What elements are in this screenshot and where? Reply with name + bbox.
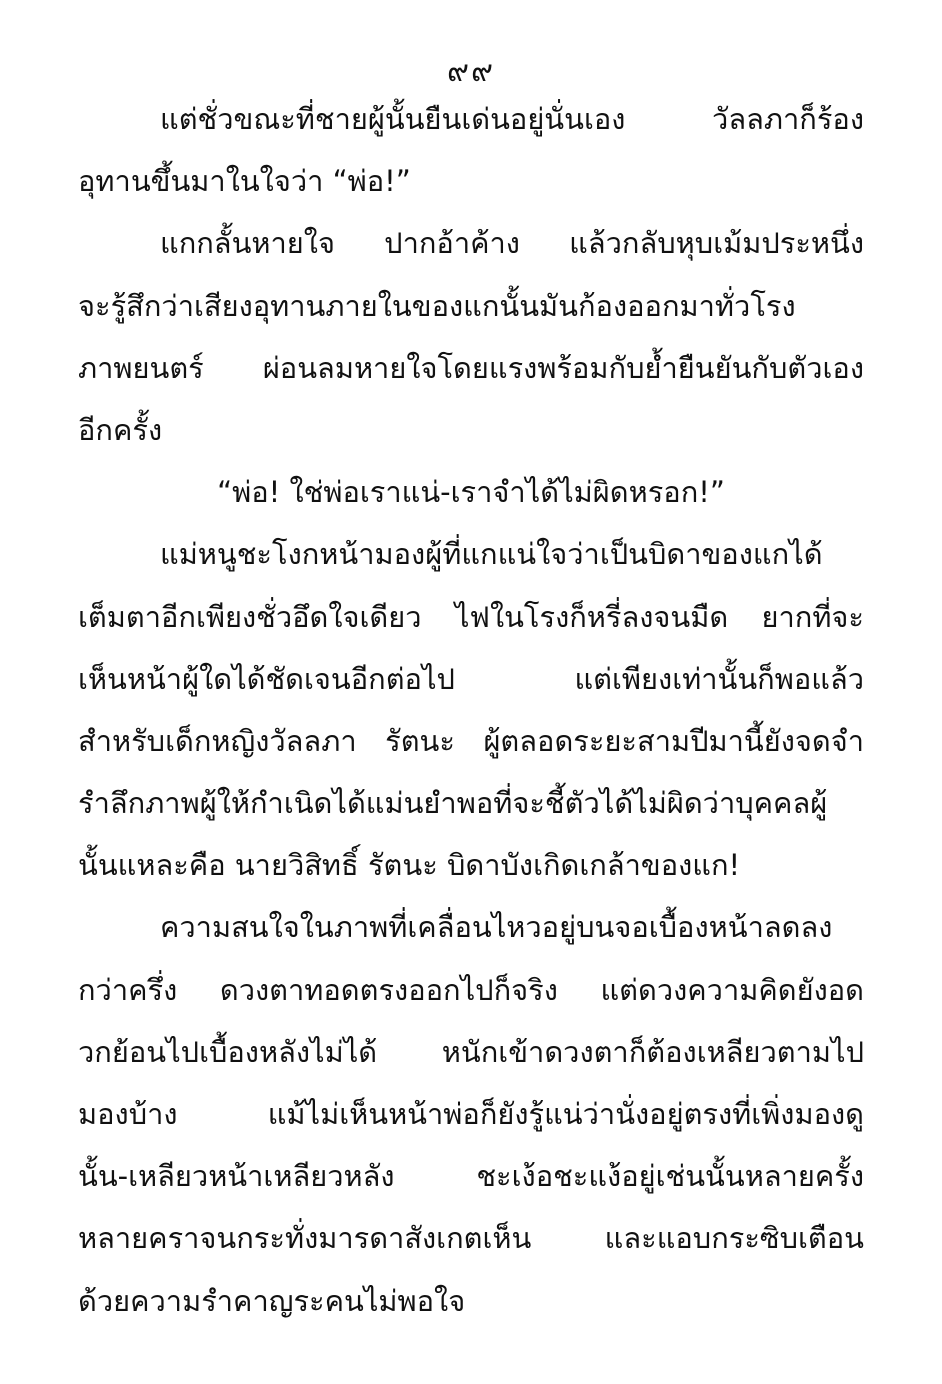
text-line: แกกลั้นหายใจ ปากอ้าค้าง แล้วกลับหุบเม้มประหนึ่ง (160, 226, 864, 261)
text-line: กว่าครึ่ง ดวงตาทอดตรงออกไปก็จริง แต่ดวงความคิดยังอด (78, 972, 864, 1007)
text-line: นั้น-เหลียวหน้าเหลียวหลัง ชะเง้อชะแง้อยู่เช่นนั้นหลายครั้ง (78, 1159, 864, 1194)
text-line: ด้วยความรำคาญระคนไม่พอใจ (78, 1283, 466, 1318)
text-line: นั้นแหละคือ นายวิสิทธิ์ รัตนะ บิดาบังเกิดเกล้าของแก! (78, 848, 741, 883)
text-line: เต็มตาอีกเพียงชั่วอึดใจเดียว ไฟในโรงก็หรี่ลงจนมืด ยากที่จะ (78, 599, 864, 634)
text-line: วกย้อนไปเบื้องหลังไม่ได้ หนักเข้าดวงตาก็ต้องเหลียวตามไป (78, 1034, 864, 1069)
text-line: แม่หนูชะโงกหน้ามองผู้ที่แกแน่ใจว่าเป็นบิดาของแกได้ (160, 537, 823, 572)
page-number: ๙๙ (447, 54, 495, 89)
text-line: ภาพยนตร์ ผ่อนลมหายใจโดยแรงพร้อมกับย้ำยืนยันกับตัวเอง (78, 350, 864, 385)
text-line: ความสนใจในภาพที่เคลื่อนไหวอยู่บนจอเบื้องหน้าลดลง (160, 910, 833, 945)
text-line: แต่ชั่วขณะที่ชายผู้นั้นยืนเด่นอยู่นั่นเอง วัลลภาก็ร้อง (160, 102, 864, 136)
text-line: สำหรับเด็กหญิงวัลลภา รัตนะ ผู้ตลอดระยะสามปีมานี้ยังจดจำ (78, 723, 864, 758)
text-line: มองบ้าง แม้ไม่เห็นหน้าพ่อก็ยังรู้แน่ว่านั่งอยู่ตรงที่เพิ่งมองดู (78, 1097, 864, 1131)
text-line: รำลึกภาพผู้ให้กำเนิดได้แม่นยำพอที่จะชี้ตัวได้ไม่ผิดว่าบุคคลผู้ (78, 786, 828, 821)
text-line: อุทานขึ้นมาในใจว่า “พ่อ!” (78, 164, 411, 199)
quoted-line: “พ่อ! ใช่พ่อเราแน่-เราจำได้ไม่ผิดหรอก!” (217, 475, 725, 510)
body-text (78, 88, 864, 1332)
text-line: หลายคราจนกระทั่งมารดาสังเกตเห็น และแอบกระซิบเตือน (78, 1221, 864, 1256)
text-line: เห็นหน้าผู้ใดได้ชัดเจนอีกต่อไป แต่เพียงเท่านั้นก็พอแล้ว (78, 661, 864, 696)
text-line: จะรู้สึกว่าเสียงอุทานภายในของแกนั้นมันก้องออกมาทั่วโรง (78, 288, 796, 323)
text-line: อีกครั้ง (78, 412, 163, 447)
